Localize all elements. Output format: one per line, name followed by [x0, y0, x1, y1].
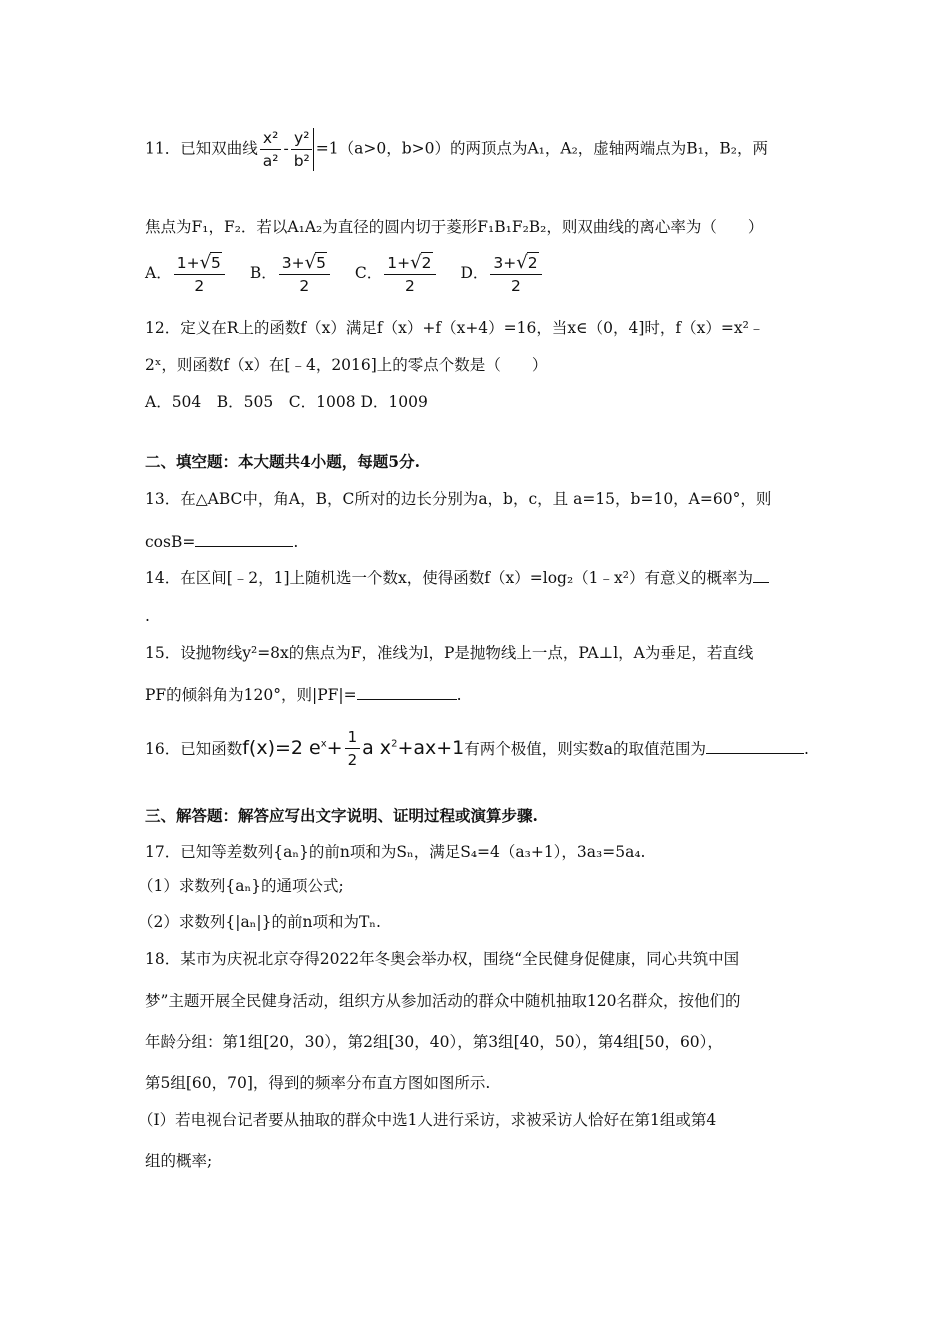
choice-frac [174, 252, 225, 296]
choice-num-text: 3+ [493, 254, 517, 272]
q11-frac-x [260, 128, 282, 171]
sqrt-icon: √ [410, 252, 422, 273]
q16-formula [242, 728, 465, 769]
half-den: 2 [347, 751, 358, 769]
q18-part1-line2: 组的概率; [145, 1152, 213, 1170]
q11-suffix: =1（a>0，b>0）的两顶点为A₁，A₂，虚轴两端点为B₁，B₂，两 [315, 139, 768, 158]
period: . [804, 740, 809, 758]
answer-blank[interactable] [357, 683, 457, 700]
formula-exp: 2 [391, 738, 398, 750]
radicand: 2 [527, 254, 538, 272]
sqrt-icon: √ [199, 252, 212, 273]
q13-line2 [145, 530, 298, 552]
q18-line4: 第5组[60，70]，得到的频率分布直方图如图所示. [145, 1074, 491, 1092]
q18-line3: 年龄分组：第1组[20，30），第2组[30，40），第3组[40，50），第4组[50，60）， [145, 1033, 723, 1051]
q16-prefix: 16．已知函数 [145, 740, 243, 758]
q11-frac-y [291, 128, 314, 171]
section-2-heading: 二、填空题：本大题共4小题，每题5分. [145, 452, 420, 471]
answer-blank[interactable] [753, 566, 769, 583]
q11-minus: - [283, 139, 289, 158]
q14-line1 [145, 566, 769, 588]
q18-line2: 梦”主题开展全民健身活动，组织方从参加活动的群众中随机抽取120名群众，按他们的 [145, 992, 741, 1010]
formula-part: f(x)=2 e [242, 737, 321, 759]
choice-label: B． [249, 264, 277, 282]
q11-prefix: 11．已知双曲线 [145, 139, 258, 158]
q16-line [145, 727, 809, 770]
radicand: 5 [211, 254, 221, 272]
q17-part2: （2）求数列{|aₙ|}的前n项和为Tₙ. [138, 913, 381, 931]
choice-num [279, 252, 330, 275]
answer-blank[interactable] [706, 737, 804, 754]
q18-line1: 18．某市为庆祝北京夺得2022年冬奥会举办权，围绕“全民健身促健康，同心共筑中国 [145, 950, 740, 968]
formula-part: a x [362, 737, 392, 759]
choice-num [490, 252, 541, 275]
q17-part1: （1）求数列{aₙ}的通项公式; [138, 877, 344, 895]
q11-choice-b [250, 252, 332, 296]
q11-frac-x-den: a² [262, 152, 279, 170]
q18-part1-line1: （Ⅰ）若电视台记者要从抽取的群众中选1人进行采访，求被采访人恰好在第1组或第4 [138, 1111, 717, 1129]
choice-num-text: 1+ [176, 254, 200, 272]
choice-num-text: 3+ [281, 254, 305, 272]
choice-num [384, 252, 435, 275]
q15-line2 [145, 683, 462, 705]
period: . [293, 533, 299, 551]
q11-frac-x-num: x² [260, 128, 281, 150]
q13-line1: 13．在△ABC中，角A，B，C所对的边长分别为a，b，c，且 a=15，b=10，A=60°，则 [145, 490, 772, 508]
q16-suffix: 有两个极值，则实数a的取值范围为 [464, 740, 707, 758]
formula-plus: + [326, 737, 343, 759]
half-frac [345, 727, 361, 770]
formula-part: +ax+1 [397, 737, 465, 759]
q11-choice-c [355, 252, 438, 296]
sqrt-icon: √ [304, 252, 317, 273]
q14-line2: . [145, 607, 150, 625]
formula-exp: x [320, 738, 327, 750]
q11-choice-a [145, 252, 227, 296]
q17-line1: 17．已知等差数列{aₙ}的前n项和为Sₙ，满足S₄=4（a₃+1），3a₃=5a₄. [145, 843, 646, 861]
choice-frac [279, 252, 330, 296]
choice-den: 2 [404, 277, 415, 295]
half-num: 1 [345, 727, 361, 749]
q11-choices [145, 252, 562, 296]
q11-line1 [145, 128, 768, 171]
q11-line2: 焦点为F₁，F₂．若以A₁A₂为直径的圆内切于菱形F₁B₁F₂B₂，则双曲线的离心率为（ ） [145, 218, 764, 236]
choice-den: 2 [511, 277, 521, 295]
section-3-heading: 三、解答题：解答应写出文字说明、证明过程或演算步骤. [145, 806, 538, 825]
choice-label: C． [354, 264, 383, 282]
choice-num-text: 1+ [387, 254, 411, 272]
q11-frac-y-den: b² [293, 152, 310, 170]
choice-label: D． [460, 264, 489, 282]
choice-num [174, 252, 225, 275]
choice-frac [490, 252, 541, 296]
q12-choices: A．504 B．505 C．1008 D．1009 [145, 393, 428, 411]
q11-frac-y-num: y² [291, 128, 312, 150]
radicand: 2 [421, 254, 432, 272]
q15-text: PF的倾斜角为120°，则|PF|= [145, 686, 357, 704]
choice-frac [384, 252, 435, 296]
q12-line1: 12．定义在R上的函数f（x）满足f（x）+f（x+4）=16，当x∈（0，4]时，f（x）=x²﹣ [145, 319, 765, 337]
q15-line1: 15．设抛物线y²=8x的焦点为F，准线为l，P是抛物线上一点，PA⊥l，A为垂足，若直线 [145, 644, 754, 662]
q12-line2: 2ˣ，则函数f（x）在[﹣4，2016]上的零点个数是（ ） [145, 356, 548, 374]
q11-choice-d [460, 252, 543, 296]
q14-text: 14．在区间[﹣2，1]上随机选一个数x，使得函数f（x）=log₂（1﹣x²）有意义的概率为 [145, 569, 753, 587]
choice-label: A． [145, 264, 172, 282]
period: . [456, 686, 462, 704]
answer-blank[interactable] [195, 530, 293, 547]
radicand: 5 [316, 254, 326, 272]
sqrt-icon: √ [516, 252, 528, 273]
q13-cosb: cosB= [145, 533, 196, 551]
choice-den: 2 [194, 277, 205, 295]
choice-den: 2 [299, 277, 310, 295]
